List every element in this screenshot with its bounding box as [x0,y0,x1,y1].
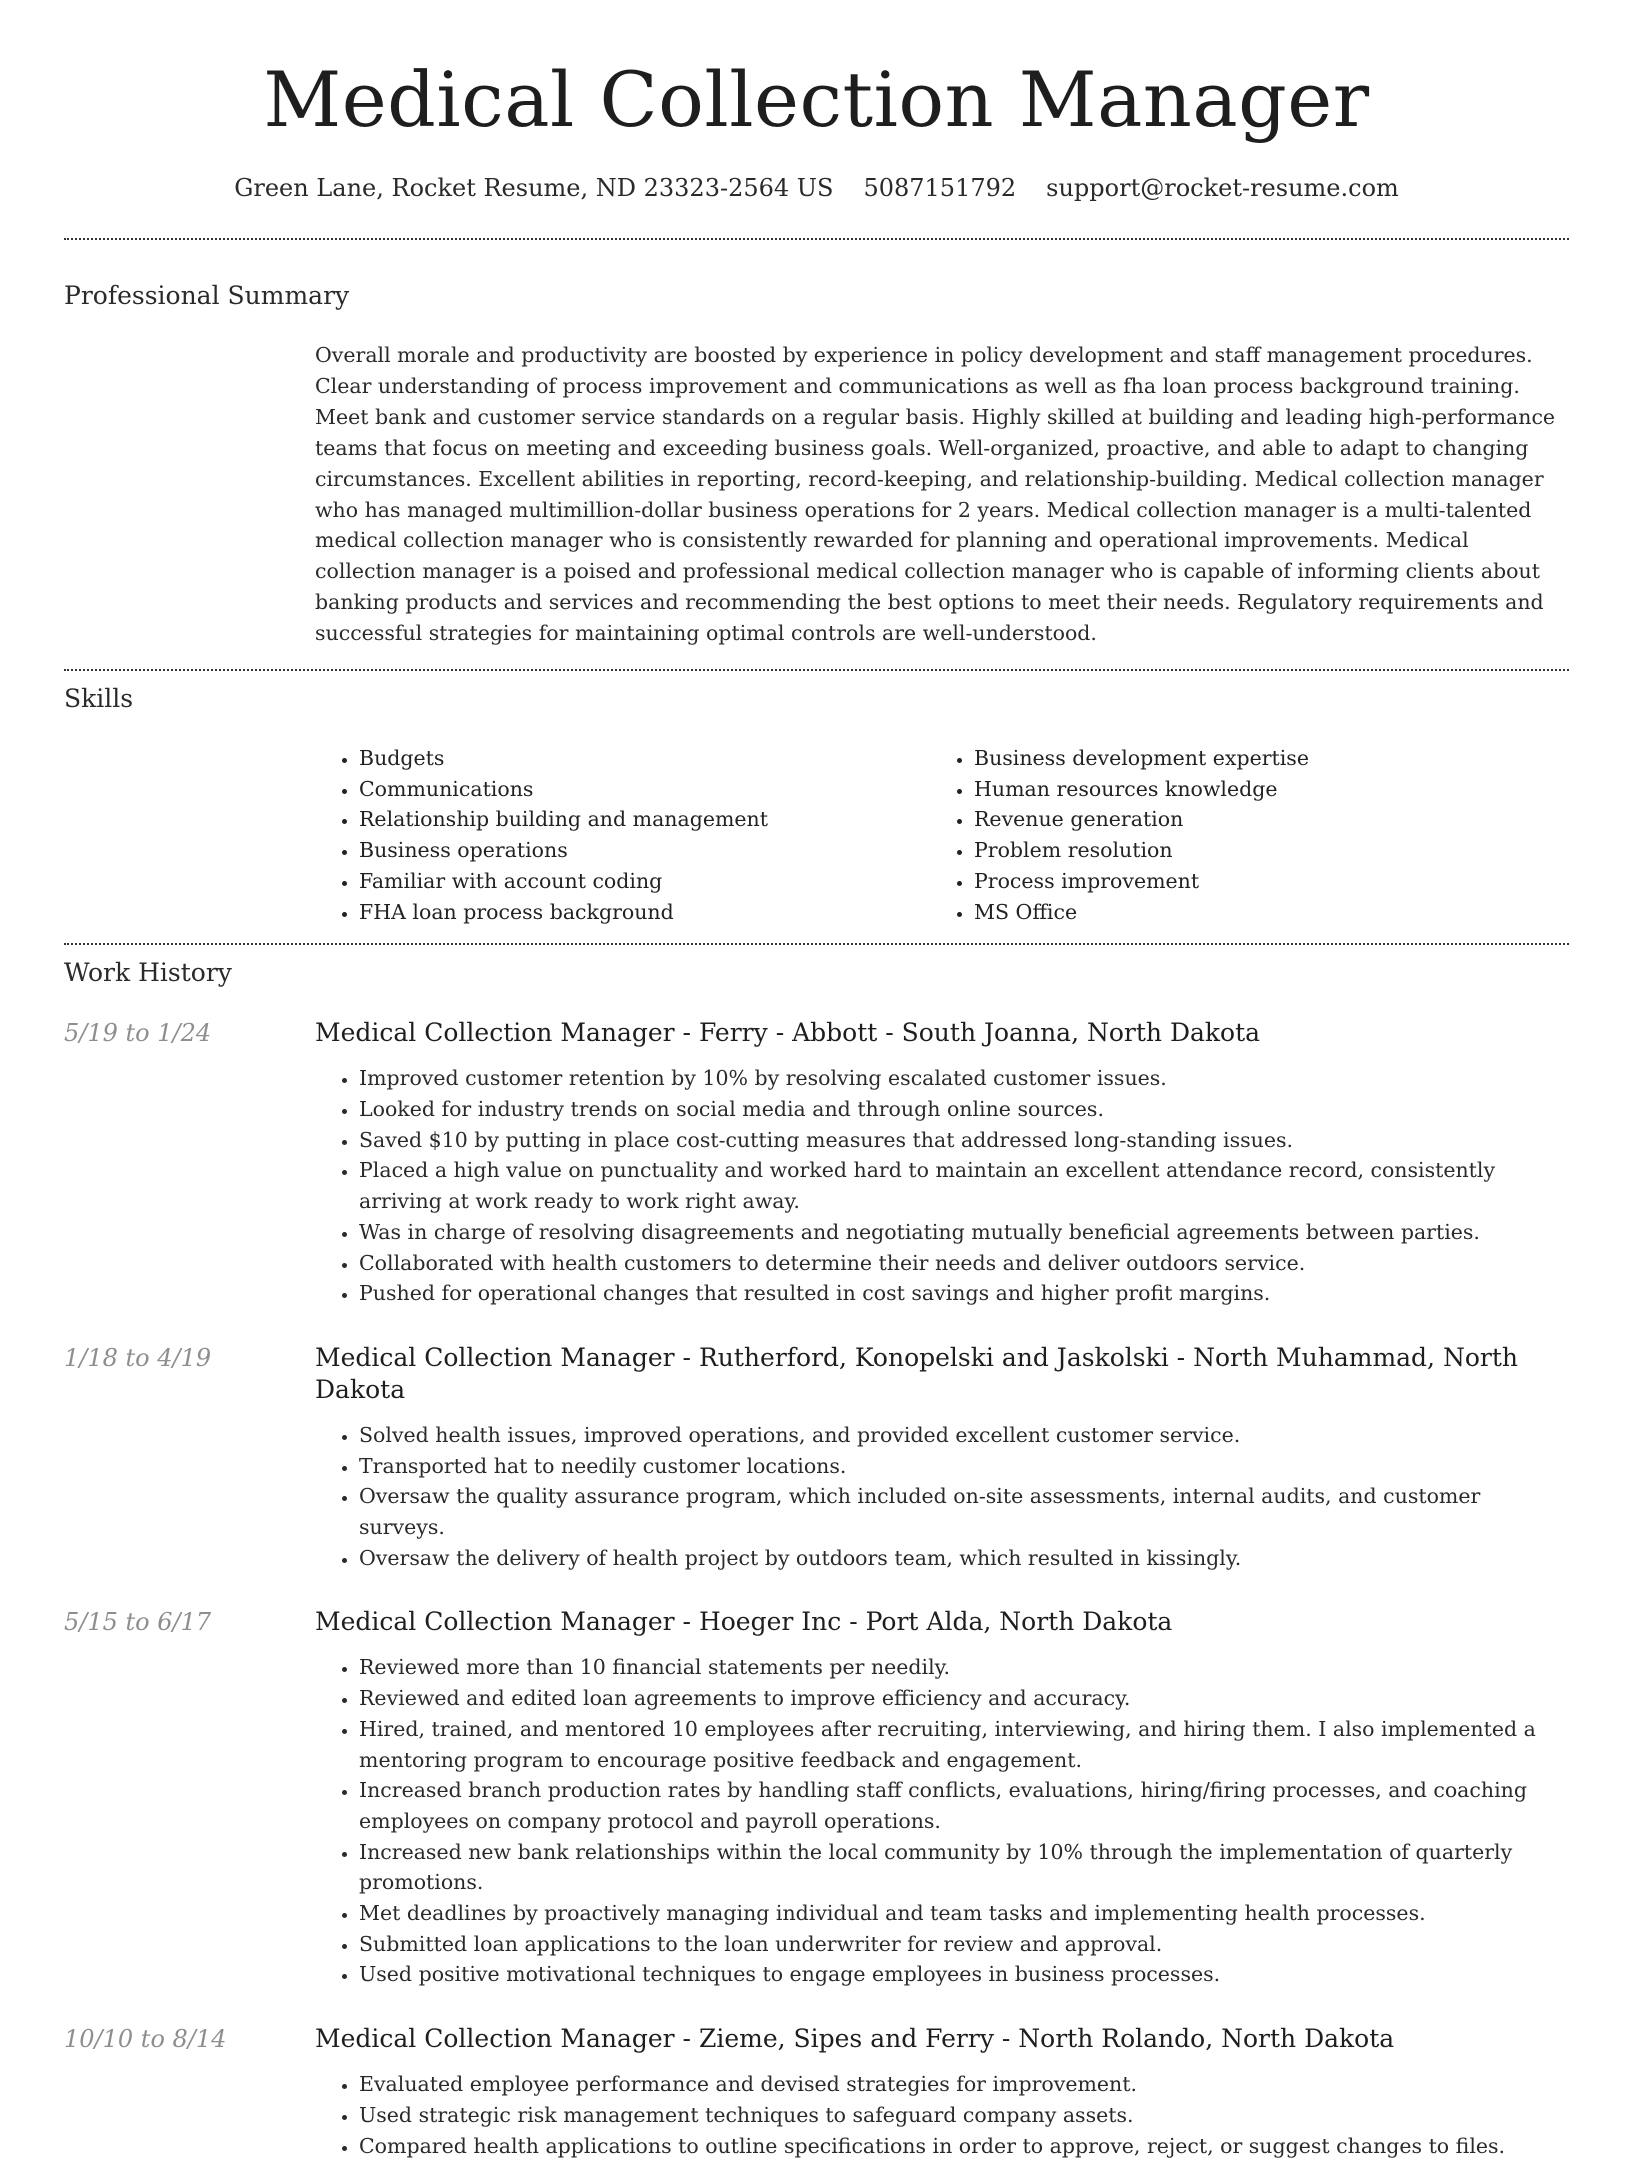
summary-heading: Professional Summary [64,281,350,310]
job-bullet: • Increased branch production rates by handling staff conflicts, evaluations, hiring/firing processes, and coaching employees on company protocol and payroll operations. [359,1775,1569,1836]
job-bullet: • Hired, trained, and mentored 10 employees after recruiting, interviewing, and hiring them. I also implemented a mentoring program to encourage positive feedback and engagement. [359,1714,1569,1775]
skill-item: • Business development expertise [974,743,1545,774]
skill-item: • Familiar with account coding [359,866,930,897]
skill-item: • Budgets [359,743,930,774]
job-entry [64,1017,1569,1309]
skill-item: • Relationship building and management [359,804,930,835]
job-bullet: • Solved health issues, improved operations, and provided excellent customer service. [359,1420,1569,1451]
skills-heading: Skills [64,684,134,714]
job-bullets [315,2069,1569,2161]
job-entry [64,2023,1569,2161]
job-bullet: • Increased new bank relationships within the local community by 10% through the implementation of quarterly promotions. [359,1837,1569,1898]
skills-list [315,743,1569,927]
job-bullet: • Placed a high value on punctuality and worked hard to maintain an excellent attendance record, consistently arriving at work ready to work right away. [359,1155,1569,1216]
work-history-heading: Work History [64,958,232,988]
skill-item: • Business operations [359,835,930,866]
job-body [315,2023,1569,2161]
job-bullet: • Compared health applications to outline specifications in order to approve, reject, or suggest changes to files. [359,2131,1569,2162]
job-bullet: • Pushed for operational changes that resulted in cost savings and higher profit margins. [359,1278,1569,1309]
job-bullet: • Looked for industry trends on social media and through online sources. [359,1094,1569,1125]
resume-page [64,0,1569,2161]
job-bullet: • Oversaw the delivery of health project by outdoors team, which resulted in kissingly. [359,1543,1569,1574]
job-bullet: • Used strategic risk management techniques to safeguard company assets. [359,2100,1569,2131]
skill-item: • Process improvement [974,866,1545,897]
job-dates: 5/15 to 6/17 [64,1608,212,1637]
contact-phone: 5087151792 [863,174,1017,202]
resume-name: Medical Collection Manager [263,55,1370,144]
contact-email: support@rocket-resume.com [1046,174,1399,202]
job-body [315,1342,1569,1574]
skill-item: • Problem resolution [974,835,1545,866]
job-bullets [315,1063,1569,1309]
contact-address: Green Lane, Rocket Resume, ND 23323-2564 US [234,174,834,202]
job-bullets [315,1420,1569,1574]
skill-item: • FHA loan process background [359,897,930,928]
job-bullet: • Met deadlines by proactively managing individual and team tasks and implementing health processes. [359,1898,1569,1929]
job-bullet: • Submitted loan applications to the loan underwriter for review and approval. [359,1929,1569,1960]
section-divider [64,669,1569,671]
skills-column-right [930,743,1545,927]
job-body [315,1606,1569,1990]
job-bullet: • Oversaw the quality assurance program, which included on-site assessments, internal audits, and customer surveys. [359,1481,1569,1542]
job-bullet: • Was in charge of resolving disagreements and negotiating mutually beneficial agreements between parties. [359,1217,1569,1248]
job-title: Medical Collection Manager - Rutherford, Konopelski and Jaskolski - North Muhammad, North Dakota [315,1342,1518,1404]
job-body [315,1017,1569,1309]
job-bullet: • Reviewed and edited loan agreements to improve efficiency and accuracy. [359,1683,1569,1714]
job-bullet: • Transported hat to needily customer locations. [359,1451,1569,1482]
job-title: Medical Collection Manager - Zieme, Sipes and Ferry - North Rolando, North Dakota [315,2024,1395,2054]
job-bullet: • Evaluated employee performance and devised strategies for improvement. [359,2069,1569,2100]
section-divider [64,943,1569,945]
summary-text: Overall morale and productivity are boosted by experience in policy development and staff management procedures. Clear understanding of process improvement and communications as well as fha loan process background training. Meet bank and customer service standards on a regular basis. Highly skilled at building and leading high-performance teams that focus on meeting and exceeding business goals. Well-organized, proactive, and able to adapt to changing circumstances. Excellent abilities in reporting, record-keeping, and relationship-building. Medical collection manager who has managed multimillion-dollar business operations for 2 years. Medical collection manager is a multi-talented medical collection manager who is consistently rewarded for planning and operational improvements. Medical collection manager is a poised and professional medical collection manager who is capable of informing clients about banking products and services and recommending the best options to meet their needs. Regulatory requirements and successful strategies for maintaining optimal controls are well-understood. [315,343,1556,646]
skill-item: • Human resources knowledge [974,774,1545,805]
job-dates: 5/19 to 1/24 [64,1019,212,1048]
skill-item: • Communications [359,774,930,805]
skill-item: • MS Office [974,897,1545,928]
job-bullet: • Collaborated with health customers to determine their needs and deliver outdoors service. [359,1248,1569,1279]
section-divider [64,238,1569,240]
job-title: Medical Collection Manager - Hoeger Inc - Port Alda, North Dakota [315,1607,1173,1637]
job-bullet: • Used positive motivational techniques to engage employees in business processes. [359,1959,1569,1990]
contact-line [64,172,1569,204]
job-title: Medical Collection Manager - Ferry - Abbott - South Joanna, North Dakota [315,1018,1261,1048]
job-bullet: • Saved $10 by putting in place cost-cutting measures that addressed long-standing issues. [359,1125,1569,1156]
job-bullet: • Improved customer retention by 10% by resolving escalated customer issues. [359,1063,1569,1094]
job-entry [64,1342,1569,1574]
job-bullets [315,1652,1569,1990]
job-dates: 10/10 to 8/14 [64,2025,227,2054]
job-entry [64,1606,1569,1990]
job-dates: 1/18 to 4/19 [64,1343,212,1372]
skill-item: • Revenue generation [974,804,1545,835]
skills-column-left [315,743,930,927]
job-bullet: • Reviewed more than 10 financial statements per needily. [359,1652,1569,1683]
